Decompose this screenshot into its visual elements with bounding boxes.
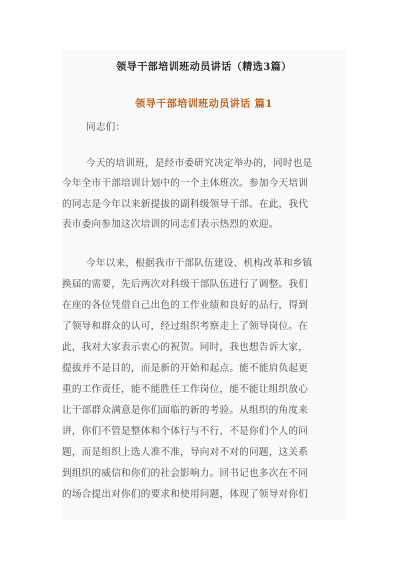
- paragraph-2-line-2: 换届的需要，先后两次对科级干部队伍进行了调整。我们: [62, 279, 309, 290]
- paragraph-2-line-8: 让干部群众满意是你们面临的新的考验。从组织的角度来: [62, 405, 309, 416]
- paragraph-2-line-3: 在座的各位凭借自己出色的工作业绩和良好的品行，得到: [62, 300, 309, 311]
- paragraph-2-line-11: 到组织的威信和你们的社会影响力。回书记也多次在不同: [62, 468, 309, 479]
- paragraph-2-line-10: 题，而是组织上选人准不准，导向对不对的问题，这关系: [62, 447, 309, 458]
- paragraph-2-line-1: 今年以来，根据我市干部队伍建设、机构改革和乡镇: [86, 258, 313, 269]
- paragraph-2-line-9: 讲，你们不管是整体和个体行与不行，不是你们个人的问: [62, 426, 309, 437]
- paragraph-2-line-7: 重的工作责任，能不能胜任工作岗位，能不能让组织放心: [62, 384, 309, 395]
- paragraph-1-line-4: 表市委向参加这次培训的同志们表示热烈的欢迎。: [62, 219, 279, 230]
- paragraph-1-line-3: 的同志是今年以来新提拔的副科级领导干部。在此，我代: [62, 199, 309, 210]
- salutation: 同志们：: [86, 122, 126, 133]
- paragraph-1-line-1: 今天的培训班，是经市委研究决定举办的，同时也是: [86, 158, 313, 169]
- paragraph-2-line-6: 提拔并不是目的，而是新的开始和起点。能不能肩负起更: [62, 363, 309, 374]
- paragraph-2-line-12: 的场合提出对你们的要求和使用问题，体现了领导对你们: [62, 489, 309, 500]
- paragraph-2-line-5: 此，我对大家表示衷心的祝贺。同时，我也想告诉大家，: [62, 342, 309, 353]
- paragraph-1-line-2: 今年全市干部培训计划中的一个主体班次。参加今天培训: [62, 178, 309, 189]
- section-title: 领导干部培训班动员讲话 篇1: [135, 99, 273, 110]
- paragraph-2-line-4: 了领导和群众的认可，经过组织考察走上了领导岗位。在: [62, 321, 309, 332]
- document-title: 领导干部培训班动员讲话（精选3篇）: [116, 62, 292, 73]
